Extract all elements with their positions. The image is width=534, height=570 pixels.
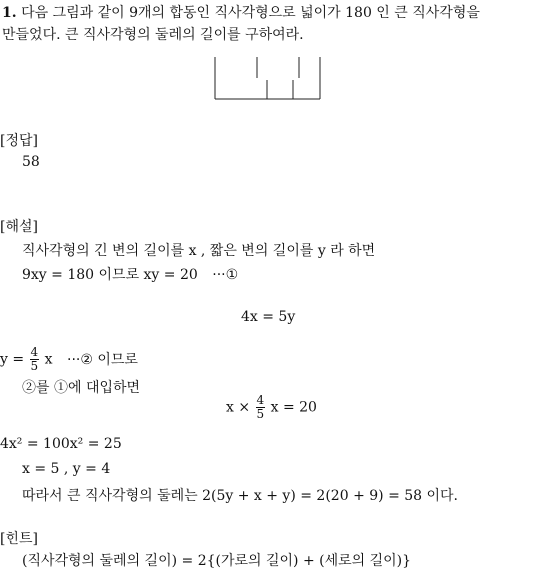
eq2-lhs: x × [226, 399, 251, 416]
solution-line-4: ②를 ①에 대입하면 [22, 380, 141, 396]
solution-label: [해설] [0, 219, 38, 235]
hint-text: (직사각형의 둘레의 길이) = 2{(가로의 길이) + (세로의 길이)} [22, 553, 412, 569]
solution-line-3 [0, 346, 138, 373]
line-3-lhs: y = [0, 351, 25, 368]
answer-label: [정답] [0, 133, 38, 149]
problem-line-2: 만들었다. 큰 직사각형의 둘레의 길이를 구하여라. [2, 27, 304, 43]
solution-line-6: x = 5 , y = 4 [22, 461, 111, 477]
equation-4x-5y: 4x = 5y [241, 309, 296, 325]
solution-line-1: 직사각형의 긴 변의 길이를 x , 짧은 변의 길이를 y 라 하면 [22, 243, 376, 259]
equation-substitution [226, 394, 317, 421]
problem-number: 1. [2, 5, 17, 21]
hint-label: [힌트] [0, 531, 38, 547]
solution-line-5: 4x² = 100x² = 25 [0, 436, 122, 452]
fraction-numerator: 4 [30, 345, 39, 359]
solution-line-2 [22, 264, 238, 284]
solution-line-2-mark: ···① [212, 267, 239, 283]
fraction-4-5-b [256, 394, 266, 421]
fraction-4-5 [30, 346, 40, 373]
problem-text-1: 다음 그림과 같이 9개의 합동인 직사각형으로 넓이가 180 인 큰 직사각형을 [21, 5, 480, 21]
answer-value: 58 [22, 154, 40, 170]
fraction-numerator-b: 4 [256, 393, 265, 407]
solution-line-2-eq: 9xy = 180 이므로 xy = 20 [22, 267, 198, 283]
fraction-denominator: 5 [30, 359, 39, 373]
eq2-rhs: x = 20 [270, 399, 317, 416]
line-3-x: x [44, 351, 53, 368]
fraction-denominator-b: 5 [256, 407, 265, 421]
line-3-tail: ···② 이므로 [67, 351, 138, 368]
solution-line-7: 따라서 큰 직사각형의 둘레는 2(5y + x + y) = 2(20 + 9) = 58 이다. [22, 488, 459, 504]
